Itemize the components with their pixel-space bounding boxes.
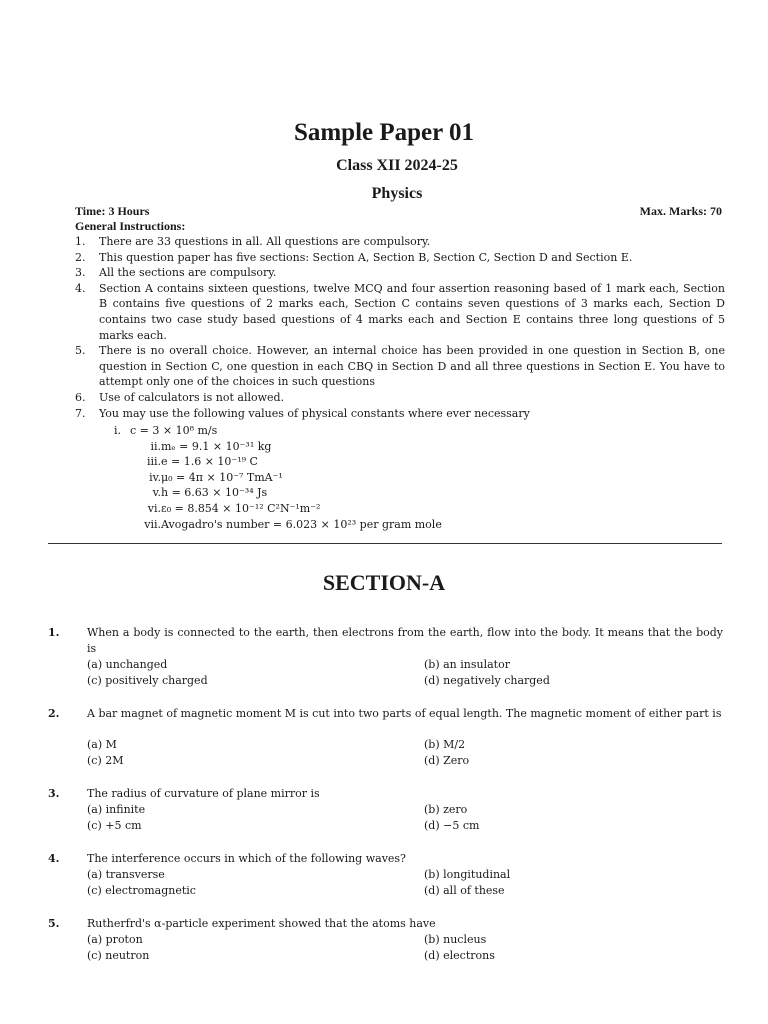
option-b[interactable]: (b) M/2 bbox=[424, 738, 466, 751]
option-d[interactable]: (d) electrons bbox=[424, 949, 495, 962]
option-a[interactable]: (a) M bbox=[87, 738, 117, 751]
constant-number: v. bbox=[152, 486, 161, 500]
question-text: The interference occurs in which of the following waves? bbox=[87, 852, 406, 865]
option-c[interactable]: (c) 2M bbox=[87, 754, 124, 767]
instruction-number: 3. bbox=[75, 266, 86, 280]
option-b[interactable]: (b) nucleus bbox=[424, 933, 487, 946]
question-number: 3. bbox=[48, 787, 60, 800]
constant-text: ε₀ = 8.854 × 10⁻¹² C²N⁻¹m⁻² bbox=[161, 501, 321, 515]
option-b[interactable]: (b) longitudinal bbox=[424, 868, 511, 881]
question-text: A bar magnet of magnetic moment M is cut into two parts of equal length. The magnetic moment of either part is bbox=[87, 707, 722, 720]
constant-item bbox=[114, 501, 321, 517]
instruction-item bbox=[75, 406, 725, 422]
instruction-number: 5. bbox=[75, 344, 86, 358]
option-a[interactable]: (a) infinite bbox=[87, 803, 146, 816]
class-line: Class XII 2024-25 bbox=[336, 157, 458, 174]
question-text: When a body is connected to the earth, then electrons from the earth, flow into the body. It means that the body is bbox=[87, 626, 723, 655]
question-number: 2. bbox=[48, 707, 60, 720]
instruction-text: Use of calculators is not allowed. bbox=[99, 390, 285, 404]
question-text: The radius of curvature of plane mirror is bbox=[87, 787, 320, 800]
instruction-text: You may use the following values of physical constants where ever necessary bbox=[99, 406, 530, 420]
instruction-item bbox=[75, 390, 725, 406]
option-b[interactable]: (b) zero bbox=[424, 803, 468, 816]
constant-text: mₑ = 9.1 × 10⁻³¹ kg bbox=[161, 439, 272, 453]
instruction-text: This question paper has five sections: Section A, Section B, Section C, Section D and Section E. bbox=[99, 250, 633, 264]
constant-number: ii. bbox=[150, 439, 161, 453]
instruction-text: All the sections are compulsory. bbox=[99, 266, 277, 280]
option-d[interactable]: (d) −5 cm bbox=[424, 819, 480, 832]
instruction-item bbox=[75, 234, 725, 250]
instructions-list bbox=[75, 234, 725, 421]
instruction-item bbox=[75, 265, 725, 281]
constant-number: i. bbox=[114, 424, 122, 437]
question-number: 4. bbox=[48, 852, 60, 865]
constant-text: e = 1.6 × 10⁻¹⁹ C bbox=[161, 455, 258, 469]
constant-item bbox=[114, 454, 258, 470]
constant-item bbox=[114, 439, 272, 455]
option-c[interactable]: (c) positively charged bbox=[87, 674, 208, 687]
option-b[interactable]: (b) an insulator bbox=[424, 658, 510, 671]
option-a[interactable]: (a) unchanged bbox=[87, 658, 168, 671]
option-a[interactable]: (a) transverse bbox=[87, 868, 165, 881]
instruction-item bbox=[75, 250, 725, 266]
page-title: Sample Paper 01 bbox=[293, 119, 475, 146]
option-c[interactable]: (c) +5 cm bbox=[87, 819, 142, 832]
constant-text: c = 3 × 10⁸ m/s bbox=[130, 424, 218, 437]
instruction-number: 7. bbox=[75, 406, 86, 420]
constant-item bbox=[114, 517, 442, 533]
instructions-heading: General Instructions: bbox=[75, 219, 186, 233]
instruction-item bbox=[75, 281, 725, 343]
constant-text: μ₀ = 4π × 10⁻⁷ TmA⁻¹ bbox=[161, 470, 283, 484]
subject-heading: Physics bbox=[371, 185, 423, 202]
constant-item bbox=[114, 423, 218, 439]
instruction-item bbox=[75, 343, 725, 390]
constant-item bbox=[114, 470, 283, 486]
question-number: 5. bbox=[48, 917, 60, 930]
section-divider bbox=[48, 543, 722, 544]
instruction-text: Section A contains sixteen questions, twelve MCQ and four assertion reasoning based of 1 mark each, Section B contains five questions of 2 marks each, Section C contains seven questions of 3 marks each, Section D contains two case study based questions of 4 marks each and Section E contains three long questions of 5 marks each. bbox=[99, 281, 725, 342]
instruction-number: 1. bbox=[75, 235, 86, 248]
constant-text: Avogadro's number = 6.023 × 10²³ per gram mole bbox=[161, 517, 442, 531]
instruction-text: There is no overall choice. However, an internal choice has been provided in one question in Section B, one question in Section C, one question in each CBQ in Section D and all three questions in Section E. You have to attempt only one of the choices in such questions bbox=[99, 344, 725, 389]
instruction-number: 6. bbox=[75, 390, 86, 404]
instruction-number: 2. bbox=[75, 250, 86, 264]
option-a[interactable]: (a) proton bbox=[87, 933, 143, 946]
option-d[interactable]: (d) all of these bbox=[424, 884, 505, 897]
instruction-text: There are 33 questions in all. All questions are compulsory. bbox=[99, 235, 431, 248]
option-c[interactable]: (c) electromagnetic bbox=[87, 884, 196, 897]
constant-text: h = 6.63 × 10⁻³⁴ Js bbox=[161, 486, 268, 500]
constant-item bbox=[114, 485, 268, 501]
section-heading: SECTION-A bbox=[322, 570, 446, 595]
exam-meta bbox=[75, 204, 722, 219]
constant-number: vii. bbox=[144, 517, 161, 531]
constants-list bbox=[114, 423, 442, 532]
constant-number: vi. bbox=[147, 501, 161, 515]
constant-number: iii. bbox=[146, 455, 161, 469]
time-label: Time: 3 Hours bbox=[75, 204, 150, 218]
instruction-number: 4. bbox=[75, 281, 86, 295]
option-d[interactable]: (d) negatively charged bbox=[424, 674, 550, 687]
question-text: Rutherfrd's α-particle experiment showed that the atoms have bbox=[87, 917, 436, 930]
question-number: 1. bbox=[48, 626, 60, 639]
option-c[interactable]: (c) neutron bbox=[87, 949, 150, 962]
option-d[interactable]: (d) Zero bbox=[424, 754, 470, 767]
constant-number: iv. bbox=[149, 470, 161, 484]
max-marks-label: Max. Marks: 70 bbox=[639, 204, 722, 218]
